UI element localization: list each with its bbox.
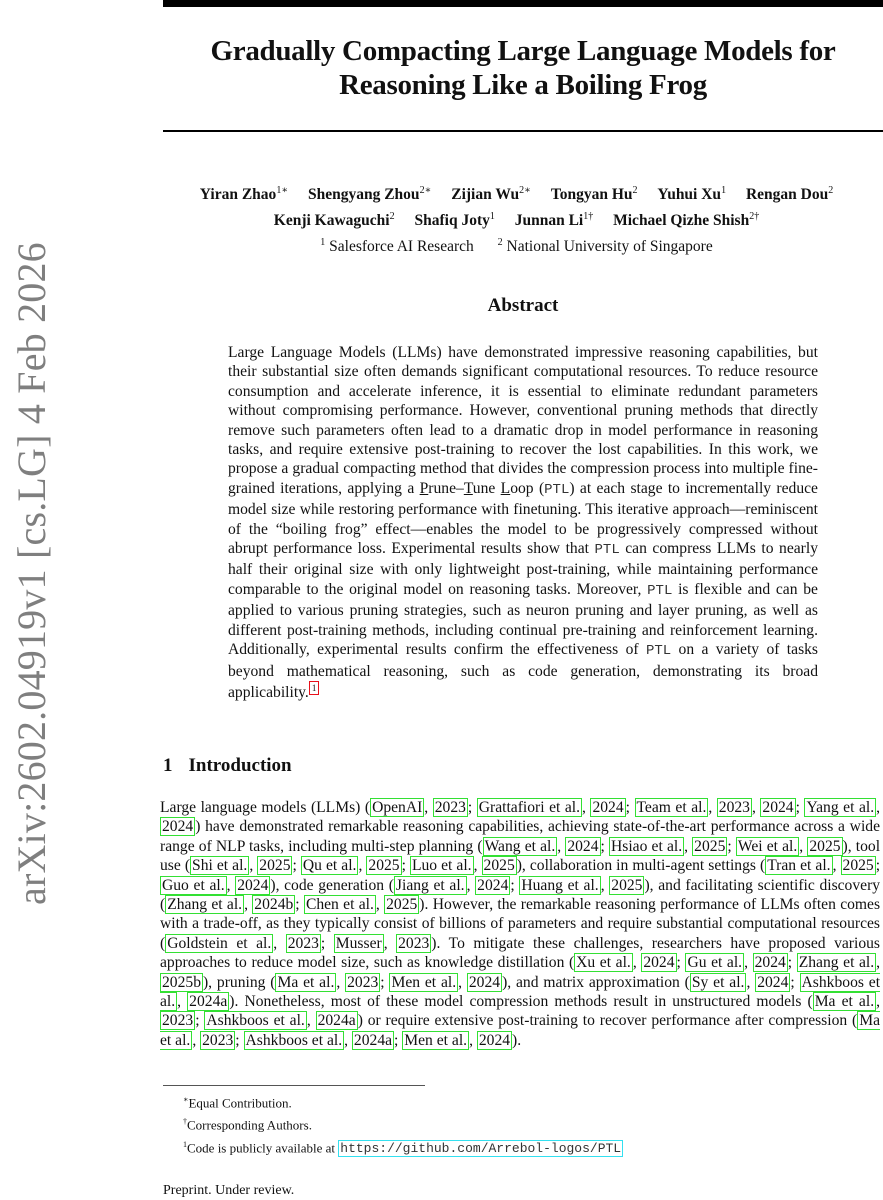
citation-link[interactable]: 2025 [386,896,418,914]
footnote-ref-link[interactable]: 1 [309,681,320,695]
author-line-2 [150,206,883,232]
citation-link[interactable]: 2024b [254,896,294,914]
abstract-heading: Abstract [487,295,559,316]
citation-link[interactable]: OpenAI [372,799,423,816]
author: Yiran Zhao$^{1∗}$ [199,185,289,204]
citation-link[interactable]: Ma et al. [814,993,875,1011]
footnote: †Corresponding Authors. [183,1117,312,1133]
citation-link[interactable]: 2023 [347,973,379,991]
author: Michael Qizhe Shish$^{2\dagger}$ [613,211,760,230]
citation-link[interactable]: 2024 [762,799,794,816]
citation-link[interactable]: 2024 [592,799,624,816]
citation-link[interactable]: Tran et al. [767,857,831,875]
citation-link[interactable]: 2024a [353,1031,393,1049]
citation-link[interactable]: Ashkboos et al. [245,1031,343,1049]
citation-link[interactable]: 2023 [718,799,750,816]
citation-link[interactable]: 2024 [567,837,599,855]
citation-link[interactable]: Qu et al. [302,857,357,875]
author: Yuhui Xu$^1$ [657,185,727,204]
affiliation: $^1$ Salesforce AI Research [320,237,474,256]
citation-link[interactable]: Goldstein et al. [167,934,272,952]
citation-link[interactable]: Zhang et al. [798,954,875,972]
citation-link[interactable]: 2023 [434,799,466,816]
citation-link[interactable]: Grattafiori et al. [478,799,581,816]
citation-link[interactable]: 2025 [694,837,726,855]
code-url-link[interactable]: https://github.com/Arrebol-logos/PTL [340,1140,622,1156]
footer-preprint-note: Preprint. Under review. [163,1183,295,1198]
title-line-2: Reasoning Like a Boiling Frog [339,69,707,101]
citation-link[interactable]: 2023 [162,1012,194,1030]
author-line-1 [150,180,883,206]
affiliations [150,232,883,258]
citation-link[interactable]: Wang et al. [484,837,556,855]
title-line-1: Gradually Compacting Large Language Models for [210,35,836,67]
citation-link[interactable]: 2025 [842,857,874,875]
author: Shengyang Zhou$^{2∗}$ [307,185,432,204]
citation-link[interactable]: Ashkboos et al. [206,1012,305,1030]
citation-link[interactable]: 2023 [287,934,319,952]
citation-link[interactable]: Zhang et al. [167,896,243,914]
citation-link[interactable]: Ashkboos et al. [160,973,881,1011]
citation-link[interactable]: 2024 [477,876,509,894]
citation-link[interactable]: Team et al. [636,799,707,816]
arxiv-side-label[interactable]: arXiv:2602.04919v1 [cs.LG] 4 Feb 2026 [9,242,54,905]
abstract-body: Large Language Models (LLMs) have demonstrated impressive reasoning capabilities, but their substantial size often demands significant computational resources. To reduce resource consumption and accelerate inference, it is essential to eliminate redundant parameters without compromising performance. However, conventional pruning methods that directly remove such parameters often lead to a dramatic drop in model performance in reasoning tasks, and require extensive post-training to recover the lost capabilities. In this work, we propose a gradual compacting method that divides the compression process into multiple fine-grained iterations, applying a Prune–Tune Loop (PTL) at each stage to incrementally reduce model size while restoring performance with finetuning. This iterative approach—reminiscent of the “boiling frog” effect—enables the model to be progressively compressed without abrupt performance loss. Experimental results show that PTL can compress LLMs to nearly half their original size with only lightweight post-training, while maintaining performance comparable to the original model on reasoning tasks. Moreover, PTL is flexible and can be applied to various pruning strategies, such as neuron pruning and layer pruning, as well as different post-training methods, including continual pre-training and reinforcement learning. Additionally, experimental results confirm the effectiveness of PTL on a variety of tasks beyond mathematical reasoning, such as code generation, demonstrating its broad applicability. 1 [228,344,818,702]
citation-link[interactable]: Wei et al. [737,837,798,855]
section-heading-introduction: 1 Introduction [163,755,292,776]
citation-link[interactable]: 2024 [468,973,501,991]
citation-link[interactable]: Men et al. [404,1031,468,1049]
footnote: ∗Equal Contribution. [183,1095,292,1111]
citation-link[interactable]: Jiang et al. [395,876,465,894]
citation-link[interactable]: Huang et al. [521,876,599,894]
citation-link[interactable]: Hsiao et al. [611,837,683,855]
citation-link[interactable]: Guo et al. [162,876,225,894]
author: Shafiq Joty$^1$ [414,211,495,230]
citation-link[interactable]: 2025 [368,857,400,875]
citation-link[interactable]: 2024 [478,1031,511,1049]
citation-link[interactable]: Shi et al. [192,857,248,875]
author: Kenji Kawaguchi$^2$ [273,211,395,230]
citation-link[interactable]: 2025 [259,857,291,875]
citation-link[interactable]: 2024a [189,993,228,1011]
citation-link[interactable]: Ma et al. [160,1012,881,1049]
citation-link[interactable]: 2025b [162,973,201,991]
author-block [150,180,883,258]
title-rule [163,130,883,132]
citation-link[interactable]: Ma et al. [277,973,335,991]
citation-link[interactable]: Musser [335,934,382,952]
author: Tongyan Hu$^2$ [550,185,638,204]
citation-link[interactable]: Xu et al. [576,954,631,972]
citation-link[interactable]: 2025 [611,876,643,894]
citation-link[interactable]: 2023 [398,934,430,952]
introduction-body: Large language models (LLMs) ( OpenAI , 2023 ; Grattafiori et al. , 2024 ; Team et al. , 2023 , 2024 ; Yang et al. , 2024 ) have demonstrated remarkable reasoning capabilities, achieving state-of-the-art performance across a wide range of NLP tasks, including multi-step planning ( Wang et al. , 2024 ; Hsiao et al. , 2025 ; Wei et al. , 2025 ), tool use ( Shi et al. , 2025 ; Qu et al. , 2025 ; Luo et al. , 2025 ), collaboration in multi-agent settings ( Tran et al. , 2025 ; Guo et al. , 2024 ), code generation ( Jiang et al. , 2024 ; Huang et al. , 2025 ), and facilitating scientific discovery ( Zhang et al. , 2024b ; Chen et al. , 2025 ). However, the remarkable reasoning performance of LLMs often comes with a trade-off, as they typically consist of billions of parameters and require substantial computational resources ( Goldstein et al. , 2023 ; Musser , 2023 ). To mitigate these challenges, researchers have proposed various approaches to reduce model size, such as knowledge distillation ( Xu et al. , 2024 ; Gu et al. , 2024 ; Zhang et al. , 2025b ), pruning ( Ma et al. , 2023 ; Men et al. , 2024 ), and matrix approximation ( Sy et al. , 2024 ; Ashkboos et al. , 2024a ). Nonetheless, most of these model compression methods result in unstructured models ( Ma et al. , 2023 ; Ashkboos et al. , 2024a ) or require extensive post-training to recover performance after compression ( Ma et al. , 2023 ; Ashkboos et al. , 2024a ; Men et al. , 2024 ). [160,799,881,1049]
author: Zijian $Wu^{2∗}$ [451,185,531,204]
author: Rengan Dou$^2$ [745,185,834,204]
author: Junnan $Li^{1\dagger}$ [514,211,594,230]
citation-link[interactable]: 2024 [754,954,786,972]
affiliation: $^2$ National University of Singapore [497,237,713,256]
citation-link[interactable]: Sy et al. [691,973,745,991]
citation-link[interactable]: 2025 [483,857,515,875]
citation-link[interactable]: 2024 [162,818,194,836]
citation-link[interactable]: Luo et al. [411,857,472,875]
ptl-acronym: PTL [544,481,570,498]
citation-link[interactable]: 2023 [202,1031,234,1049]
citation-link[interactable]: Yang et al. [806,799,875,816]
footnote-rule [163,1085,425,1086]
citation-link[interactable]: Chen et al. [305,896,374,914]
citation-link[interactable]: 2024 [237,876,269,894]
top-rule [163,0,883,7]
footnote: $^1$Code is publicly available at https://github.com/Arrebol-logos/PTL [183,1139,622,1156]
citation-link[interactable]: 2024 [643,954,675,972]
footnotes [183,1090,623,1158]
citation-link[interactable]: Gu et al. [687,954,743,972]
paper-title [163,34,883,102]
citation-link[interactable]: 2024a [317,1012,356,1030]
citation-link[interactable]: 2025 [809,837,841,855]
citation-link[interactable]: 2024 [757,973,789,991]
citation-link[interactable]: Men et al. [391,973,457,991]
